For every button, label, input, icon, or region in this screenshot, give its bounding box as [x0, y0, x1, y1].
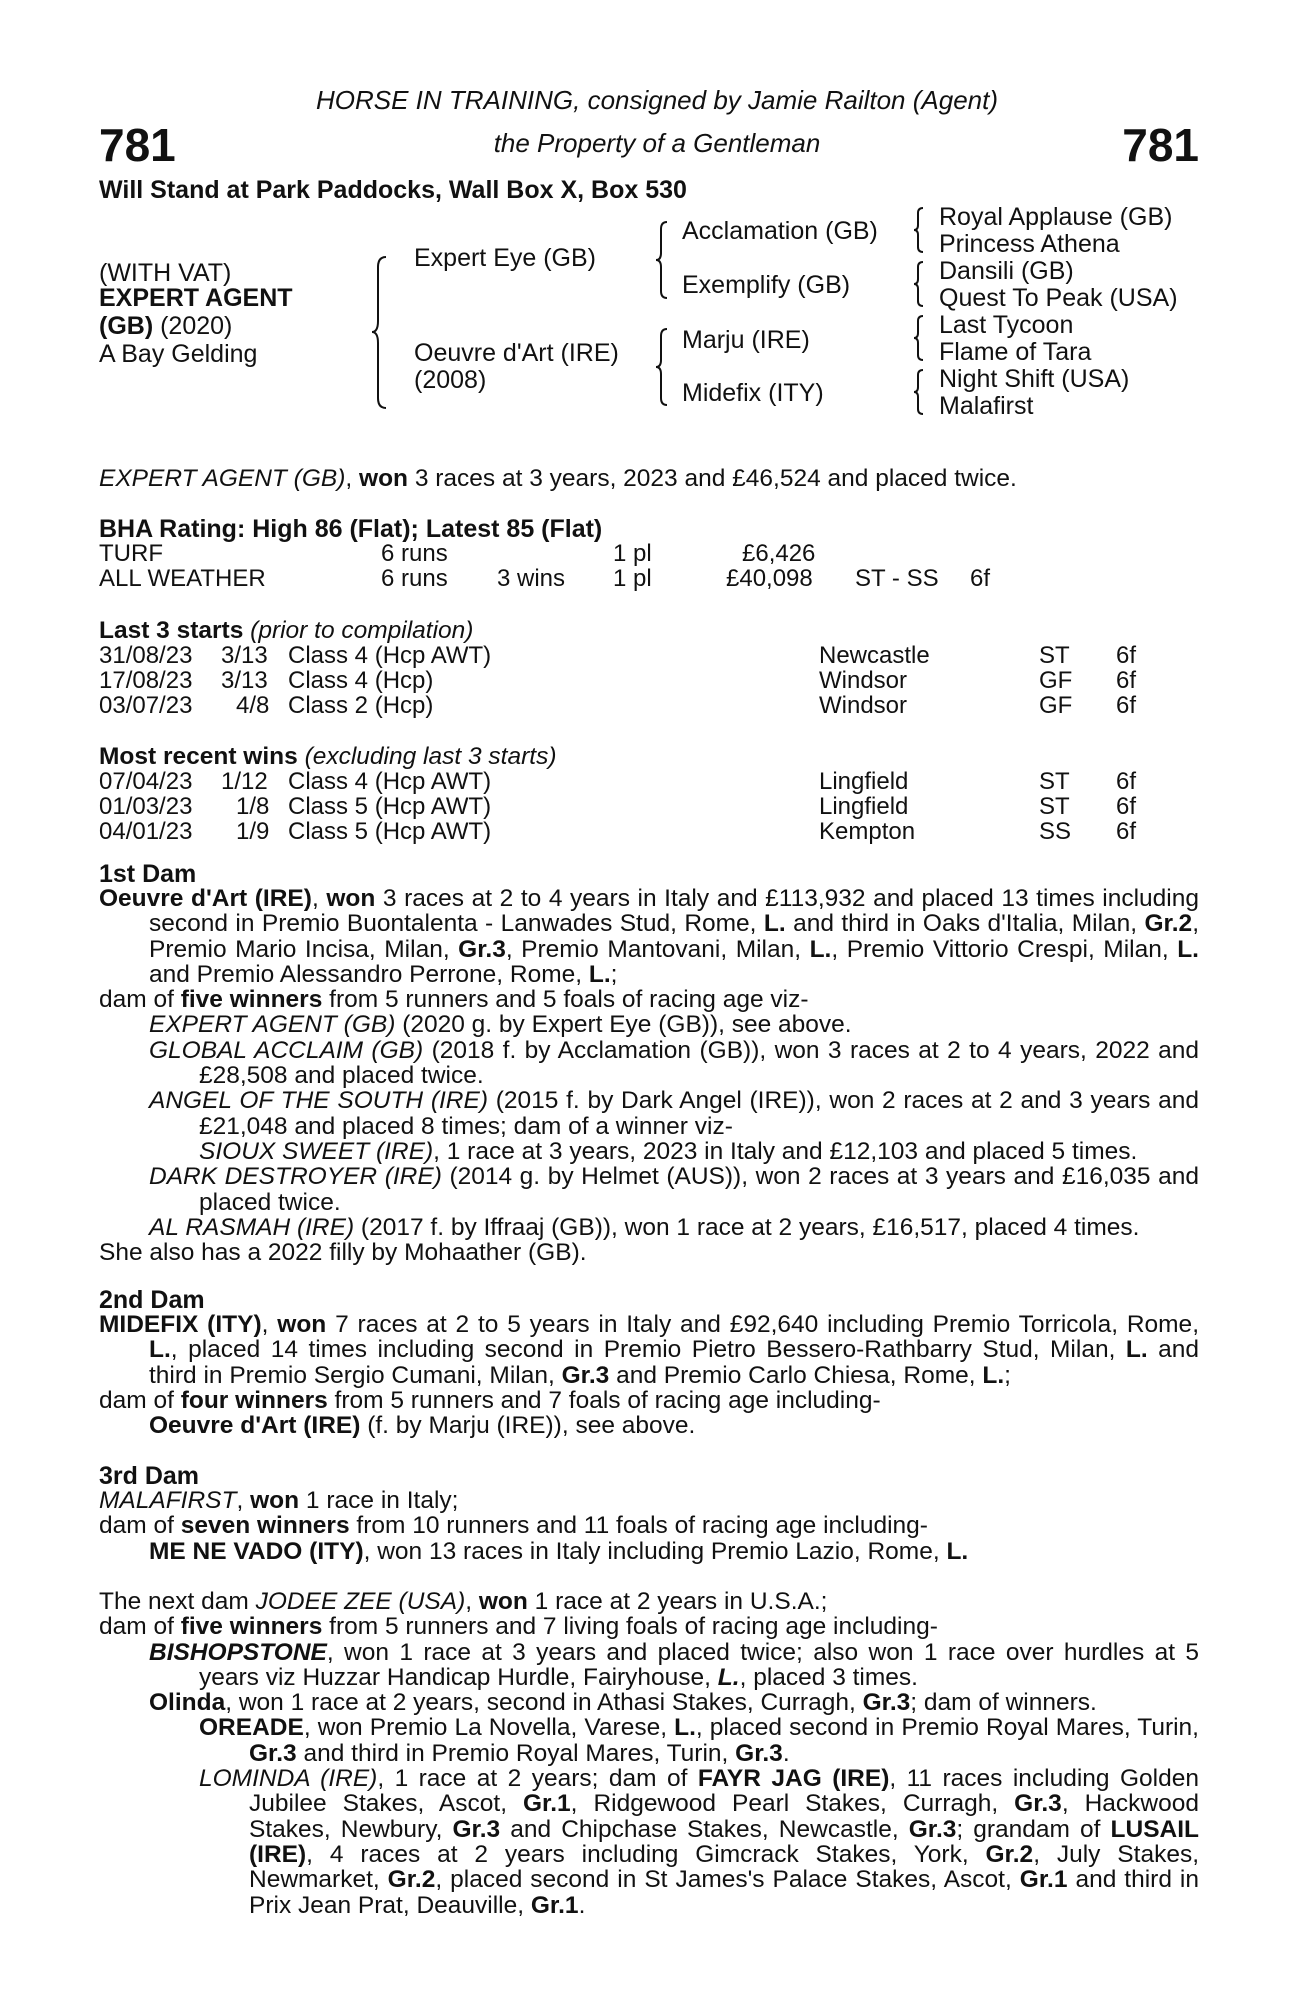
dam1-text: and third in Oaks d'Italia, Milan, [785, 910, 1145, 938]
dam1-won: won [326, 885, 376, 912]
produce-name: DARK DESTROYER (IRE) [149, 1163, 442, 1191]
dam2-text: and third in Premio Sergio Cumani, Milan, [149, 1336, 1199, 1389]
produce-item [99, 1215, 1199, 1240]
produce-name: AL RASMAH (IRE) [149, 1213, 355, 1241]
produce-text: . [782, 1739, 790, 1767]
race-course: Newcastle [819, 642, 930, 669]
pedigree-brace-2a [654, 220, 670, 300]
dam-of-label: dam of [99, 986, 181, 1014]
winners-count: five winners [180, 986, 323, 1014]
produce-text: from 5 runners and 7 foals of racing age including- [327, 1386, 881, 1414]
pedigree-ggp-5: Last Tycoon [939, 311, 1074, 339]
race-date: 04/01/23 [99, 818, 193, 845]
race-going: SS [1039, 818, 1072, 845]
race-distance: 6f [1116, 768, 1137, 795]
vat-label: (WITH VAT) [99, 259, 232, 287]
produce-item [99, 1766, 1199, 1918]
last3-table [99, 643, 1199, 718]
listed-mark: L. [946, 1537, 969, 1565]
dam3-heading: 3rd Dam [99, 1462, 200, 1490]
dam-of-label: dam of [99, 1512, 181, 1540]
listed-mark: L. [674, 1714, 696, 1742]
recent-title: Most recent wins [99, 743, 298, 770]
produce-text: , placed second in St James's Palace Stakes, Ascot, [435, 1866, 1020, 1894]
race-position: 1/12 [221, 768, 268, 795]
race-class: Class 4 (Hcp) [288, 667, 434, 694]
pedigree-dam-dam: Midefix (ITY) [682, 379, 824, 407]
stable-location: Will Stand at Park Paddocks, Wall Box X, Box 530 [99, 176, 687, 204]
dam2-won: won [277, 1311, 327, 1338]
last3-note: (prior to compilation) [243, 617, 474, 644]
winners-count: four winners [180, 1386, 328, 1414]
produce-text: (2014 g. by Helmet (AUS)), won 2 races at 3 years and £16,035 and placed twice. [199, 1163, 1199, 1216]
race-date: 03/07/23 [99, 692, 193, 719]
pedigree-sire-sire: Acclamation (GB) [682, 217, 878, 245]
produce-item [99, 1715, 1199, 1766]
race-distance: 6f [1116, 667, 1137, 694]
rating-distance: 6f [970, 565, 991, 592]
produce-text: and Chipchase Stakes, Newcastle, [500, 1815, 909, 1843]
recent-note: (excluding last 3 starts) [297, 743, 557, 770]
rating-surface: ALL WEATHER [99, 565, 266, 592]
group-mark: Gr.1 [1019, 1866, 1068, 1894]
produce-text: from 10 runners and 11 foals of racing age including- [349, 1512, 928, 1540]
lot-number-right: 781 [1122, 119, 1199, 171]
race-going: ST [1039, 768, 1070, 795]
produce-text: , 11 races including Golden Jubilee Stakes, Ascot, [249, 1765, 1199, 1818]
dam2-text: 7 races at 2 to 5 years in Italy and £92,640 including Premio Torricola, Rome, [326, 1311, 1199, 1338]
produce-text: , Ridgewood Pearl Stakes, Curragh, [570, 1790, 1015, 1818]
race-course: Windsor [819, 692, 908, 719]
produce-text: , placed second in Premio Royal Mares, Turin, [695, 1714, 1199, 1742]
pedigree-brace-3d [912, 368, 926, 416]
pedigree-brace-1 [370, 255, 390, 410]
produce-name: Olinda [149, 1689, 226, 1717]
race-distance: 6f [1116, 692, 1137, 719]
produce-name: OREADE [199, 1714, 304, 1742]
listed-mark: L. [717, 1663, 740, 1691]
race-going: ST [1039, 642, 1070, 669]
dam1-text: 3 races at 2 to 4 years in Italy and £113,932 and placed 13 times including second in Premio Buontalenta - Lanwades Stud, Rome, [149, 885, 1199, 938]
pedigree-dam-year: (2008) [414, 366, 487, 394]
pedigree-ggp-4: Quest To Peak (USA) [939, 284, 1178, 312]
group-mark: Gr.2 [985, 1840, 1034, 1868]
listed-mark: L. [809, 935, 832, 963]
last3-heading [99, 617, 473, 645]
produce-text: (f. by Marju (IRE)), see above. [360, 1412, 696, 1440]
produce-name: FAYR JAG (IRE) [697, 1765, 890, 1793]
produce-text: , 1 race at 3 years, 2023 in Italy and £12,103 and placed 5 times. [433, 1137, 1138, 1165]
race-course: Lingfield [819, 768, 909, 795]
rating-runs: 6 runs [381, 540, 448, 567]
table-row [99, 693, 1199, 718]
rating-prize: £40,098 [726, 565, 813, 592]
race-class: Class 4 (Hcp AWT) [288, 768, 492, 795]
next-dam-produce-intro [99, 1614, 1199, 1639]
pedigree-brace-3a [912, 206, 926, 254]
dam3-won: won [250, 1487, 300, 1514]
pedigree-brace-2b [654, 327, 670, 407]
pedigree-ggp-7: Night Shift (USA) [939, 365, 1130, 393]
race-position: 3/13 [221, 642, 268, 669]
dam1-name: Oeuvre d'Art (IRE) [99, 885, 312, 912]
pedigree-brace-3b [912, 260, 926, 308]
rating-going: ST - SS [855, 565, 939, 592]
produce-name: ANGEL OF THE SOUTH (IRE) [149, 1087, 488, 1115]
pedigree-ggp-6: Flame of Tara [939, 338, 1092, 366]
group-mark: Gr.2 [387, 1866, 436, 1894]
dam2-record: MIDEFIX (ITY), won 7 races at 2 to 5 years in Italy and £92,640 including Premio Torricola, Rome, L., placed 14 times including second in Premio Pietro Bessero-Rathbarry Stud, Milan, L. and third in Premio Sergio Cumani, Milan, Gr.3 and Premio Carlo Chiesa, Rome, L.; [99, 1311, 1199, 1389]
race-class: Class 5 (Hcp AWT) [288, 818, 492, 845]
dam2-heading: 2nd Dam [99, 1286, 205, 1314]
race-position: 3/13 [221, 667, 268, 694]
consignor-line: HORSE IN TRAINING, consigned by Jamie Railton (Agent) [315, 85, 999, 115]
next-dam-record: The next dam JODEE ZEE (USA), won 1 race at 2 years in U.S.A.; [99, 1588, 828, 1615]
rating-placed: 1 pl [613, 565, 652, 592]
produce-name: ME NE VADO (ITY) [149, 1537, 364, 1565]
winners-count: seven winners [180, 1512, 350, 1540]
pedigree-dam-sire: Marju (IRE) [682, 326, 810, 354]
produce-text: (2017 f. by Iffraaj (GB)), won 1 race at 2 years, £16,517, placed 4 times. [354, 1213, 1140, 1241]
next-dam-won: won [478, 1588, 528, 1615]
group-mark: Gr.3 [249, 1739, 297, 1767]
horse-name: EXPERT AGENT [99, 284, 293, 312]
listed-mark: L. [588, 960, 611, 988]
race-date: 01/03/23 [99, 793, 193, 820]
produce-item [99, 1413, 1199, 1438]
summary-won: won [359, 465, 409, 492]
group-mark: Gr.3 [1014, 1790, 1062, 1818]
rating-placed: 1 pl [613, 540, 652, 567]
produce-name: SIOUX SWEET (IRE) [199, 1137, 434, 1165]
pedigree-sire-dam: Exemplify (GB) [682, 271, 851, 299]
lot-number-left: 781 [99, 119, 176, 171]
produce-text: from 5 runners and 7 living foals of racing age including- [322, 1613, 938, 1641]
race-date: 17/08/23 [99, 667, 193, 694]
dam1-produce-intro [99, 987, 1199, 1012]
produce-item [99, 1139, 1199, 1164]
table-row [99, 643, 1199, 668]
produce-item [99, 1164, 1199, 1215]
race-going: GF [1039, 692, 1073, 719]
dam3-name: MALAFIRST [99, 1487, 237, 1514]
summary-text: 3 races at 3 years, 2023 and £46,524 and placed twice. [408, 465, 1017, 492]
produce-item [99, 1038, 1199, 1089]
recent-heading [99, 743, 556, 771]
listed-mark: L. [149, 1336, 171, 1364]
dam1-text: , Premio Vittorio Crespi, Milan, [831, 935, 1178, 963]
produce-text: , won Premio La Novella, Varese, [303, 1714, 675, 1742]
race-distance: 6f [1116, 642, 1137, 669]
group-mark: Gr.2 [1144, 910, 1193, 938]
produce-text: (2020 g. by Expert Eye (GB)), see above. [395, 1011, 852, 1039]
group-mark: Gr.3 [561, 1361, 610, 1389]
produce-item [99, 1690, 1199, 1715]
dam2-text: ; [1004, 1361, 1011, 1389]
race-summary: EXPERT AGENT (GB), won 3 races at 3 years, 2023 and £46,524 and placed twice. [99, 465, 1017, 492]
dam1-section [99, 886, 1199, 1265]
produce-name: LOMINDA (IRE) [199, 1765, 378, 1793]
produce-text: ; dam of winners. [910, 1689, 1097, 1717]
race-course: Kempton [819, 818, 916, 845]
group-mark: Gr.3 [735, 1739, 783, 1767]
race-class: Class 2 (Hcp) [288, 692, 434, 719]
group-mark: Gr.3 [458, 935, 506, 963]
table-row [99, 794, 1199, 819]
race-going: GF [1039, 667, 1073, 694]
property-line: the Property of a Gentleman [493, 128, 821, 158]
race-class: Class 4 (Hcp AWT) [288, 642, 492, 669]
bha-rating: BHA Rating: High 86 (Flat); Latest 85 (Flat) [99, 515, 603, 543]
next-dam-section [99, 1589, 1199, 1918]
race-course: Windsor [819, 667, 908, 694]
produce-name: LUSAIL (IRE) [249, 1815, 1199, 1868]
dam1-heading: 1st Dam [99, 860, 197, 888]
race-going: ST [1039, 793, 1070, 820]
dam3-record: MALAFIRST, won 1 race in Italy; [99, 1487, 459, 1514]
produce-text: (2018 f. by Acclamation (GB)), won 3 races at 2 to 4 years, 2022 and £28,508 and placed twice. [199, 1036, 1199, 1090]
pedigree-ggp-8: Malafirst [939, 392, 1034, 420]
table-row [99, 668, 1199, 693]
race-date: 07/04/23 [99, 768, 193, 795]
horse-country: (GB) [99, 312, 154, 340]
dam1-record: Oeuvre d'Art (IRE), won 3 races at 2 to 4 years in Italy and £113,932 and placed 13 times including second in Premio Buontalenta - Lanwades Stud, Rome, L. and third in Oaks d'Italia, Milan, Gr.2, Premio Mario Incisa, Milan, Gr.3, Premio Mantovani, Milan, L., Premio Vittorio Crespi, Milan, L. and Premio Alessandro Perrone, Rome, L.; [99, 885, 1199, 988]
next-dam-name: JODEE ZEE (USA) [255, 1588, 466, 1615]
listed-mark: L. [1125, 1336, 1148, 1364]
produce-name: BISHOPSTONE [149, 1638, 327, 1666]
race-distance: 6f [1116, 818, 1137, 845]
dam2-produce-intro [99, 1388, 1199, 1413]
produce-name: EXPERT AGENT (GB) [149, 1011, 396, 1039]
race-date: 31/08/23 [99, 642, 193, 669]
produce-text: , Hackwood Stakes, Newbury, [249, 1790, 1199, 1843]
summary-horse-name: EXPERT AGENT (GB) [99, 465, 346, 492]
race-distance: 6f [1116, 793, 1137, 820]
race-course: Lingfield [819, 793, 909, 820]
dam-of-label: dam of [99, 1613, 181, 1641]
listed-mark: L. [982, 1361, 1005, 1389]
horse-year: (2020) [153, 312, 233, 340]
group-mark: Gr.3 [908, 1815, 957, 1843]
dam3-produce-intro [99, 1513, 1199, 1538]
dam1-text: ; [610, 960, 618, 988]
produce-text: and third in Premio Royal Mares, Turin, [296, 1739, 736, 1767]
pedigree-sire: Expert Eye (GB) [414, 244, 596, 272]
next-dam-text: 1 race at 2 years in U.S.A.; [527, 1588, 828, 1615]
listed-mark: L. [1177, 935, 1199, 963]
dam1-text: , Premio Mario Incisa, Milan, [149, 910, 1199, 963]
dam2-text: and Premio Carlo Chiesa, Rome, [609, 1361, 983, 1389]
listed-mark: L. [763, 910, 786, 938]
group-mark: Gr.3 [862, 1689, 911, 1717]
pedigree-dam: Oeuvre d'Art (IRE) [414, 339, 619, 367]
race-position: 4/8 [236, 692, 270, 719]
dam3-text: 1 race in Italy; [299, 1487, 459, 1514]
pedigree-ggp-3: Dansili (GB) [939, 257, 1074, 285]
group-mark: Gr.1 [530, 1891, 579, 1919]
rating-surface: TURF [99, 540, 163, 567]
pedigree-brace-3c [912, 314, 926, 362]
horse-description: A Bay Gelding [99, 340, 258, 368]
produce-name: GLOBAL ACCLAIM (GB) [149, 1036, 424, 1064]
produce-name: Oeuvre d'Art (IRE) [149, 1412, 361, 1440]
produce-text: (2015 f. by Dark Angel (IRE)), won 2 races at 2 and 3 years and £21,048 and placed 8 times; dam of a winner viz- [199, 1087, 1199, 1140]
dam1-text: and Premio Alessandro Perrone, Rome, [149, 960, 589, 988]
race-position: 1/9 [236, 818, 270, 845]
produce-text: , won 1 race at 3 years and placed twice; also won 1 race over hurdles at 5 years viz Huzzar Handicap Hurdle, Fairyhouse, [199, 1638, 1199, 1691]
produce-text: , won 13 races in Italy including Premio Lazio, Rome, [363, 1537, 947, 1565]
produce-text: , 1 race at 2 years; dam of [377, 1765, 698, 1793]
rating-runs: 6 runs [381, 565, 448, 592]
race-position: 1/8 [236, 793, 270, 820]
produce-text: , placed 3 times. [739, 1663, 918, 1691]
produce-text: ; grandam of [956, 1815, 1111, 1843]
produce-text: and third in Prix Jean Prat, Deauville, [249, 1866, 1199, 1919]
produce-text: , July Stakes, Newmarket, [249, 1840, 1200, 1894]
horse-country-year [99, 314, 232, 339]
rating-wins: 3 wins [497, 565, 566, 592]
produce-item [99, 1640, 1199, 1691]
next-dam-intro: The next dam [99, 1588, 256, 1615]
dam1-text: , Premio Mantovani, Milan, [505, 935, 810, 963]
rating-prize: £6,426 [742, 540, 816, 567]
produce-item [99, 1088, 1199, 1139]
produce-text: , won 1 race at 2 years, second in Athasi Stakes, Curragh, [225, 1689, 863, 1717]
group-mark: Gr.3 [452, 1815, 501, 1843]
produce-text: . [578, 1891, 586, 1919]
dam2-section [99, 1312, 1199, 1438]
table-row [99, 819, 1199, 844]
pedigree-ggp-1: Royal Applause (GB) [939, 203, 1173, 231]
last3-title: Last 3 starts [99, 617, 244, 644]
dam3-section [99, 1488, 1199, 1564]
dam-of-label: dam of [99, 1386, 181, 1414]
produce-text: from 5 runners and 5 foals of racing age viz- [322, 986, 809, 1014]
winners-count: five winners [180, 1613, 323, 1641]
recent-table [99, 769, 1199, 844]
group-mark: Gr.1 [522, 1790, 571, 1818]
race-class: Class 5 (Hcp AWT) [288, 793, 492, 820]
produce-text: , 4 races at 2 years including Gimcrack Stakes, York, [306, 1840, 986, 1868]
dam2-text: , placed 14 times including second in Premio Pietro Bessero-Rathbarry Stud, Milan, [170, 1336, 1126, 1364]
dam1-also: She also has a 2022 filly by Mohaather (GB). [99, 1239, 587, 1267]
produce-item [99, 1012, 1199, 1037]
dam2-name: MIDEFIX (ITY) [99, 1311, 262, 1338]
produce-item [99, 1539, 1199, 1564]
pedigree-ggp-2: Princess Athena [939, 230, 1120, 258]
table-row [99, 769, 1199, 794]
